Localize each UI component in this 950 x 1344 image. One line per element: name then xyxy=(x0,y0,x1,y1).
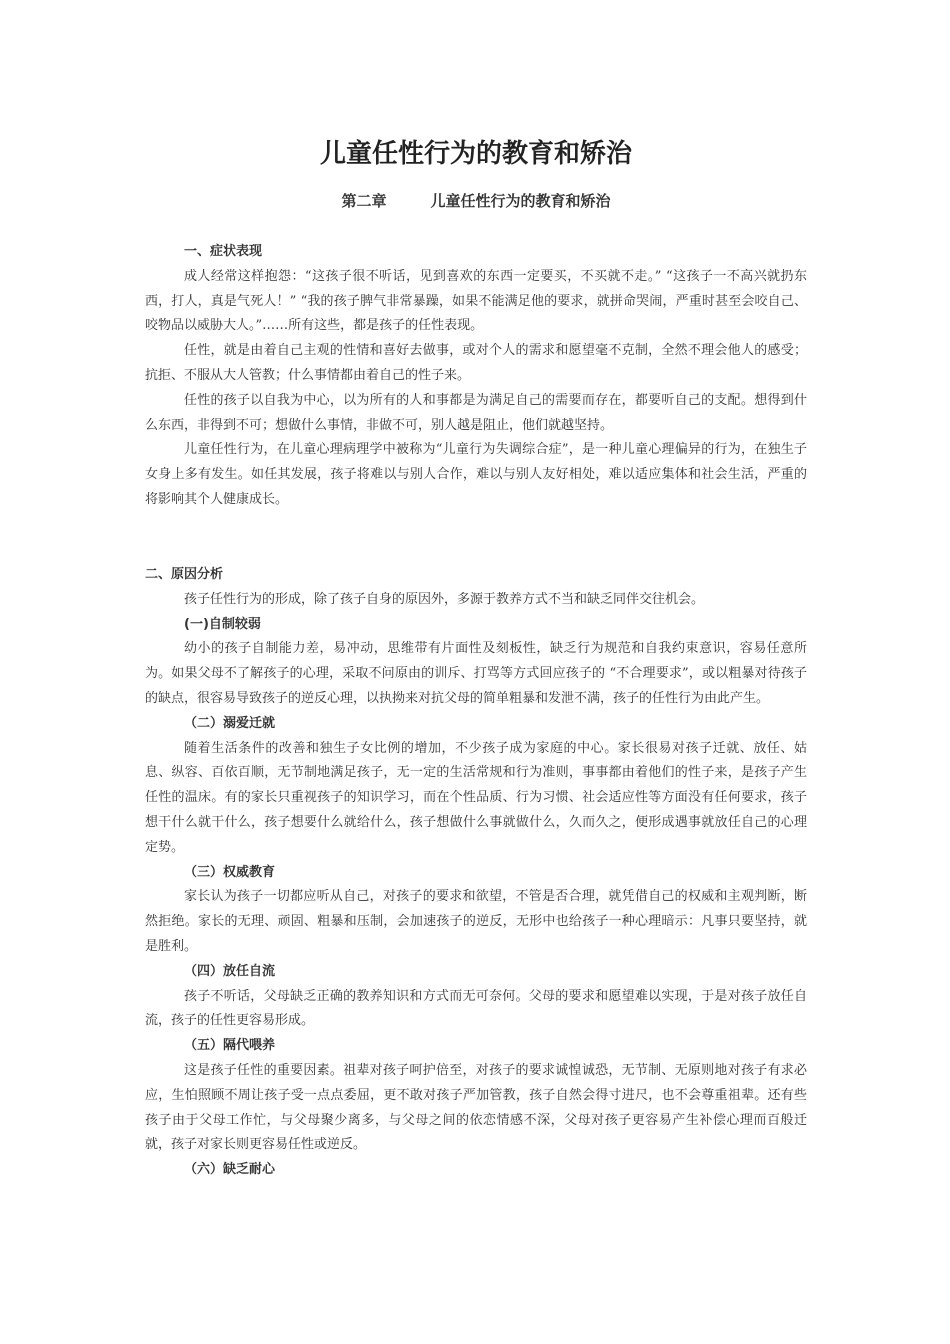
subsection-heading: (一)自制较弱 xyxy=(184,616,261,632)
subsection-heading: （四）放任自流 xyxy=(184,963,276,979)
document-title: 儿童任性行为的教育和矫治 xyxy=(319,139,632,169)
section-heading: 二、原因分析 xyxy=(145,567,224,582)
subsection-heading: （五）隔代喂养 xyxy=(184,1038,276,1054)
paragraph: 幼小的孩子自制能力差，易冲动，思维带有片面性及刻板性，缺乏行为规范和自我约束意识，容易任意所为。如果父母不了解孩子的心理，采取不问原由的训斥、打骂等方式回应孩子的 “不合理要求”，或以粗暴对待孩子的缺点，很容易导致孩子的逆反心理，以执拗来对抗父母的简单粗暴和发泄不满，孩子的任性行为由此产生。 xyxy=(145,641,807,706)
subsection-heading: （二）溺爱迁就 xyxy=(184,715,276,731)
section-causes xyxy=(145,563,807,1183)
paragraph: 任性的孩子以自我为中心，以为所有的人和事都是为满足自己的需要而存在，都要听自己的支配。想得到什么东西，非得到不可；想做什么事情，非做不可，别人越是阻止，他们就越坚持。 xyxy=(145,392,807,433)
paragraph: 孩子任性行为的形成，除了孩子自身的原因外，多源于教养方式不当和缺乏同伴交往机会。 xyxy=(184,591,705,607)
chapter-number: 第二章 xyxy=(341,192,387,210)
paragraph: 成人经常这样抱怨：“这孩子很不听话，见到喜欢的东西一定要买，不买就不走。” “这孩子一不高兴就扔东西，打人，真是气死人！” “我的孩子脾气非常暴躁，如果不能满足他的要求，就拼命哭闹，严重时甚至会咬自己、咬物品以威胁大人。”……所有这些，都是孩子的任性表现。 xyxy=(145,268,807,334)
chapter-heading xyxy=(145,190,807,211)
paragraph: 家长认为孩子一切都应听从自己，对孩子的要求和欲望，不管是否合理，就凭借自己的权威和主观判断，断然拒绝。家长的无理、顽固、粗暴和压制，会加速孩子的逆反，无形中也给孩子一种心理暗示：凡事只要坚持，就是胜利。 xyxy=(145,889,807,954)
paragraph: 儿童任性行为，在儿童心理病理学中被称为“儿童行为失调综合症”，是一种儿童心理偏异的行为，在独生子女身上多有发生。如任其发展，孩子将难以与别人合作，难以与别人友好相处，难以适应集体和社会生活，严重的将影响其个人健康成长。 xyxy=(145,442,807,507)
subsection-heading: （六）缺乏耐心 xyxy=(184,1162,276,1178)
paragraph: 随着生活条件的改善和独生子女比例的增加，不少孩子成为家庭的中心。家长很易对孩子迁就、放任、姑息、纵容、百依百顺，无节制地满足孩子，无一定的生活常规和行为准则，事事都由着他们的性子来，是孩子产生任性的温床。有的家长只重视孩子的知识学习，而在个性品质、行为习惯、社会适应性等方面没有任何要求，孩子想干什么就干什么，孩子想要什么就给什么，孩子想做什么事就做什么，久而久之，便形成遇事就放任自己的心理定势。 xyxy=(145,740,807,855)
subsection-heading: （三）权威教育 xyxy=(184,864,276,880)
chapter-name: 儿童任性行为的教育和矫治 xyxy=(430,192,611,210)
paragraph: 这是孩子任性的重要因素。祖辈对孩子呵护倍至，对孩子的要求诚惶诚恐，无节制、无原则地对孩子有求必应，生怕照顾不周让孩子受一点点委屈，更不敢对孩子严加管教，孩子自然会得寸进尺，也不会尊重祖辈。还有些孩子由于父母工作忙，与父母聚少离多，与父母之间的依恋情感不深，父母对孩子更容易产生补偿心理而百般迁就，孩子对家长则更容易任性或逆反。 xyxy=(145,1062,807,1153)
section-symptoms xyxy=(145,240,807,513)
paragraph: 孩子不听话，父母缺乏正确的教养知识和方式而无可奈何。父母的要求和愿望难以实现，于是对孩子放任自流，孩子的任性更容易形成。 xyxy=(145,988,807,1029)
paragraph: 任性，就是由着自己主观的性情和喜好去做事，或对个人的需求和愿望毫不克制，全然不理会他人的感受；抗拒、不服从大人管教；什么事情都由着自己的性子来。 xyxy=(145,343,807,383)
section-heading: 一、症状表现 xyxy=(184,244,263,259)
